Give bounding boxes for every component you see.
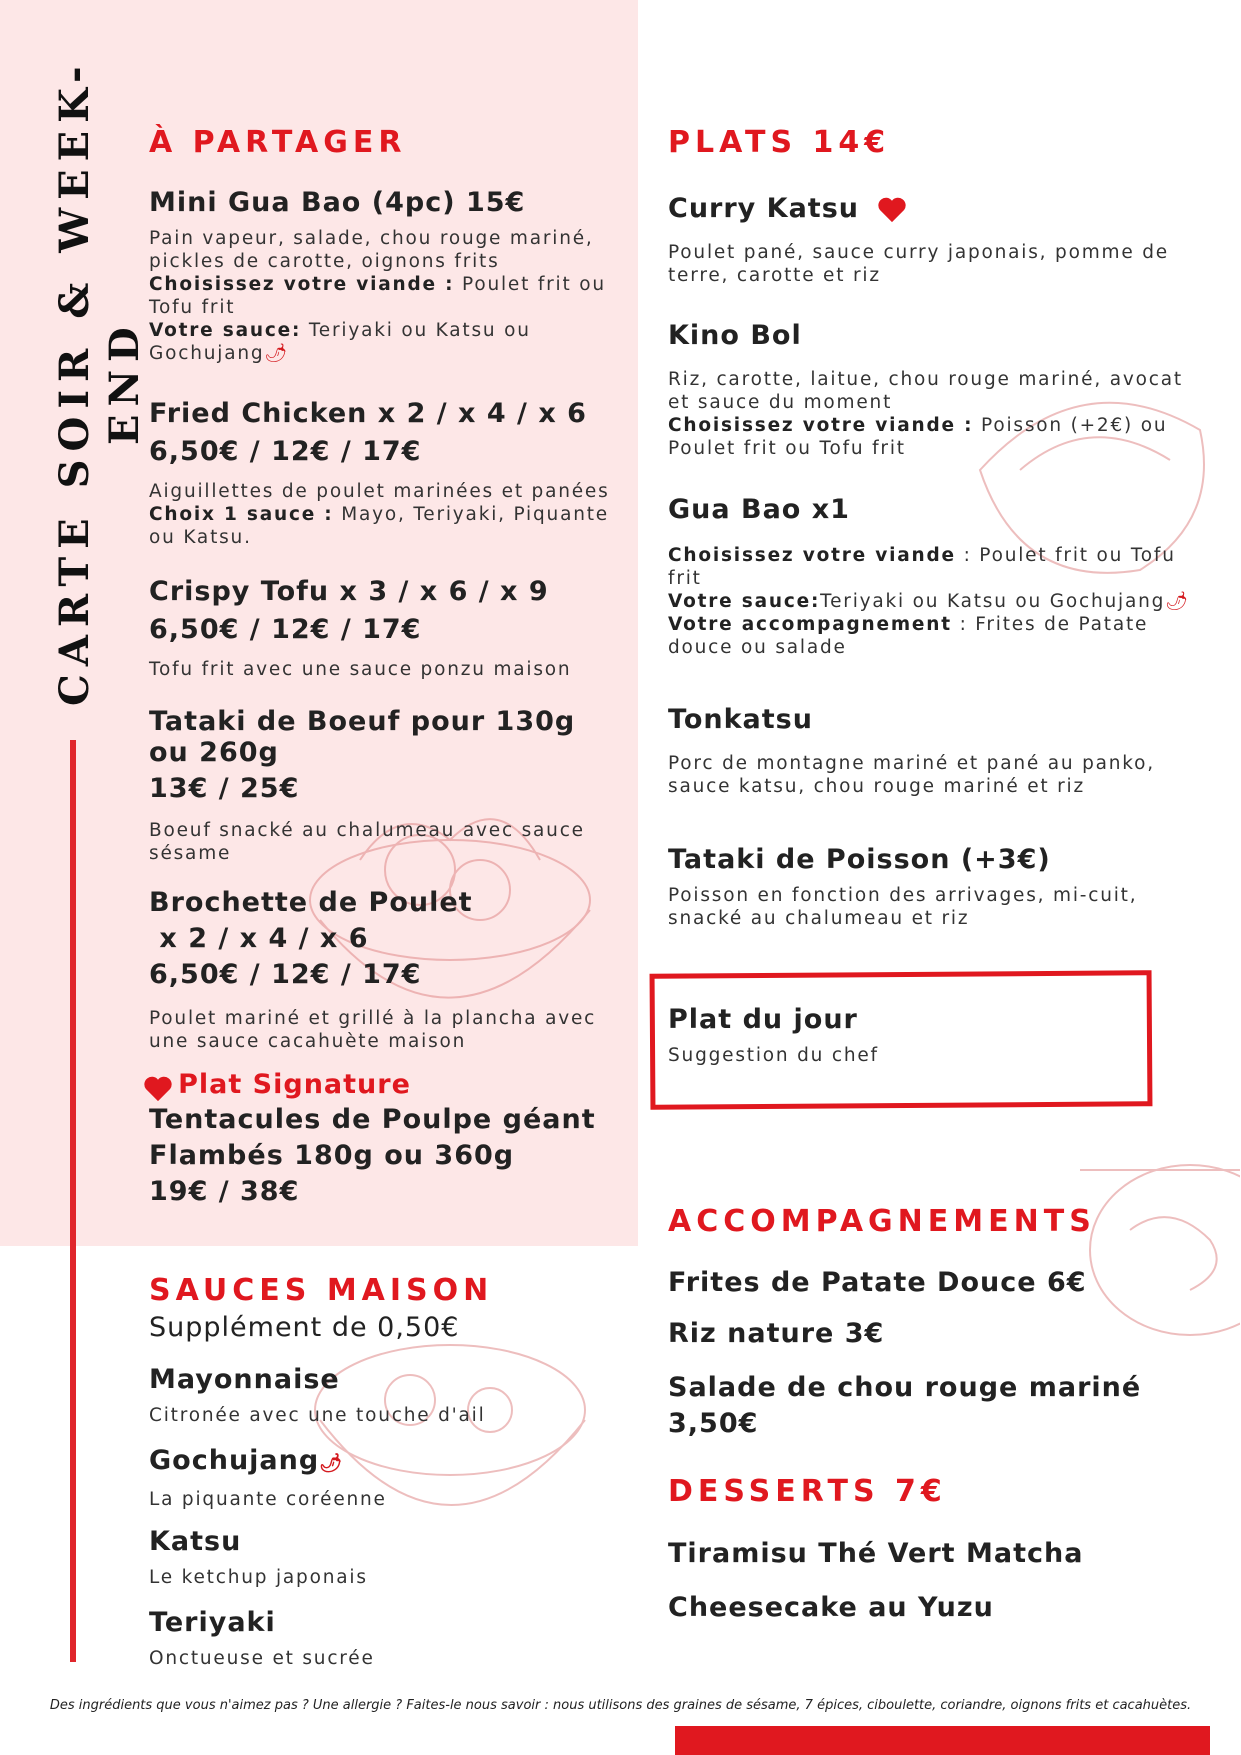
menu-item-kino-bol: [668, 318, 1228, 460]
item-name: Fried Chicken x 2 / x 4 / x 6: [149, 398, 587, 429]
allergy-footnote: Des ingrédients que vous n'aimez pas ? Une allergie ? Faites-le nous savoir : nous utilisons des graines de sésame, 7 épices, ciboulette, coriandre, oignons frits et cacahuètes.: [49, 1698, 1192, 1713]
item-name-line1: Tataki de Boeuf pour 130g: [149, 706, 576, 737]
plats-section: [668, 125, 1228, 160]
item-name-row: [668, 191, 1228, 227]
signature-name-line1: Tentacules de Poulpe géant: [149, 1103, 596, 1135]
item-name-line1: Brochette de Poulet: [149, 887, 473, 918]
menu-item-mini-gua-bao: [149, 185, 629, 365]
item-price: 6,50€ / 12€ / 17€: [149, 614, 422, 645]
chili-icon: 🌶: [319, 1453, 344, 1474]
item-desc: [149, 480, 629, 549]
menu-item-tonkatsu: [668, 702, 1228, 798]
sauce-desc: Onctueuse et sucrée: [149, 1648, 375, 1669]
item-price: 6,50€ / 12€ / 17€: [149, 436, 422, 467]
accompagnements-section: [668, 1204, 1228, 1239]
item-name: Mini Gua Bao (4pc) 15€: [149, 187, 526, 218]
left-column: [149, 125, 629, 160]
chili-icon: 🌶: [264, 343, 290, 364]
desc-value: Mayo, Teriyaki, Piquante ou Katsu.: [149, 504, 609, 548]
desc-label: Votre accompagnement: [668, 614, 952, 635]
desc-label: Votre sauce:: [149, 320, 302, 341]
item-name: Plat du jour: [668, 1004, 858, 1035]
accompagnement-item: [668, 1316, 1228, 1352]
dessert-item: [668, 1590, 1228, 1626]
sauces-section: [149, 1273, 629, 1343]
red-vertical-divider: [70, 740, 76, 1662]
item-desc: [668, 544, 1208, 659]
desc-text: Aiguillettes de poulet marinées et panées: [149, 481, 610, 502]
item-name: Tonkatsu: [668, 704, 813, 735]
sauce-item-teriyaki: [149, 1605, 629, 1670]
item-name: Salade de chou rouge mariné 3,50€: [668, 1372, 1142, 1439]
sauce-desc: Le ketchup japonais: [149, 1567, 368, 1588]
desc-label: Choisissez votre viande :: [668, 415, 974, 436]
item-name: Frites de Patate Douce 6€: [668, 1267, 1087, 1298]
menu-item-fried-chicken: [149, 396, 629, 549]
accompagnement-item: [668, 1265, 1228, 1301]
sauce-desc: Citronée avec une touche d'ail: [149, 1405, 486, 1426]
desc-label: Choix 1 sauce :: [149, 504, 334, 525]
menu-item-gua-bao-x1: [668, 492, 1228, 659]
desc-label: Votre sauce:: [668, 591, 821, 612]
desc-text: Pain vapeur, salade, chou rouge mariné, pickles de carotte, oignons frits: [149, 228, 594, 272]
sauces-subtitle: Supplément de 0,50€: [149, 1312, 460, 1343]
vertical-side-title: CARTE SOIR & WEEK-END: [51, 58, 148, 706]
menu-item-crispy-tofu: [149, 574, 629, 681]
item-price: 13€ / 25€: [149, 773, 300, 804]
heart-icon: [143, 1076, 173, 1102]
item-name: Gua Bao x1: [668, 494, 850, 525]
sauce-name: Katsu: [149, 1526, 242, 1557]
item-name-line2: ou 260g: [149, 737, 279, 768]
desc-value: Teriyaki ou Katsu ou Gochujang: [149, 320, 531, 364]
signature-label: Plat Signature: [178, 1069, 411, 1100]
item-desc: Poisson en fonction des arrivages, mi-cuit, snacké au chalumeau et riz: [668, 885, 1138, 929]
item-name: Kino Bol: [668, 320, 802, 351]
sauce-item-gochujang: [149, 1443, 629, 1511]
menu-item-curry-katsu: [668, 191, 1228, 287]
section-title-partager: À PARTAGER: [149, 125, 407, 160]
item-name: Tiramisu Thé Vert Matcha: [668, 1538, 1084, 1569]
menu-item-tataki-boeuf: [149, 704, 629, 865]
item-name: Crispy Tofu x 3 / x 6 / x 9: [149, 576, 549, 607]
item-name: Cheesecake au Yuzu: [668, 1592, 994, 1623]
item-desc: [668, 368, 1208, 460]
desc-text: Riz, carotte, laitue, chou rouge mariné, avocat et sauce du moment: [668, 369, 1183, 413]
section-title-desserts: DESSERTS 7€: [668, 1474, 947, 1509]
desc-value: : Frites de Patate douce ou salade: [668, 614, 1149, 658]
noodle-bowl-sketch: [1070, 1140, 1240, 1340]
sauce-name: Teriyaki: [149, 1607, 276, 1638]
item-desc: Tofu frit avec une sauce ponzu maison: [149, 659, 572, 680]
item-desc: Poulet mariné et grillé à la plancha avec une sauce cacahuète maison: [149, 1008, 597, 1052]
desc-value: : Poulet frit ou Tofu frit: [668, 545, 1176, 589]
section-title-sauces: SAUCES MAISON: [149, 1273, 494, 1308]
item-name-line2: x 2 / x 4 / x 6: [149, 923, 369, 954]
item-name: Riz nature 3€: [668, 1318, 885, 1349]
desc-label: Choisissez votre viande: [668, 545, 956, 566]
section-title-accompagnements: ACCOMPAGNEMENTS: [668, 1204, 1096, 1239]
item-name: Curry Katsu: [668, 193, 860, 224]
item-desc: [149, 227, 629, 365]
item-desc: Porc de montagne mariné et pané au panko, sauce katsu, chou rouge mariné et riz: [668, 753, 1155, 797]
sauce-name: [149, 1443, 629, 1482]
sauce-desc: La piquante coréenne: [149, 1489, 387, 1510]
red-footer-bar: [675, 1726, 1210, 1755]
desserts-section: [668, 1474, 1228, 1509]
menu-item-brochette: [149, 885, 629, 1053]
desc-value: Poulet frit ou Tofu frit: [149, 274, 606, 318]
sauce-item-katsu: [149, 1524, 629, 1589]
desc-value: Poisson (+2€) ou Poulet frit ou Tofu frit: [668, 415, 1168, 459]
item-desc: Poulet pané, sauce curry japonais, pomme de terre, carotte et riz: [668, 242, 1169, 286]
desc-value: Teriyaki ou Katsu ou Gochujang: [820, 591, 1166, 612]
signature-name-line2: Flambés 180g ou 360g: [149, 1139, 515, 1171]
item-price: 6,50€ / 12€ / 17€: [149, 959, 422, 990]
item-desc: Suggestion du chef: [668, 1045, 879, 1066]
sauce-name: Mayonnaise: [149, 1364, 340, 1395]
sauce-name-text: Gochujang: [149, 1445, 320, 1476]
item-desc: Boeuf snacké au chalumeau avec sauce sésame: [149, 820, 585, 864]
heart-icon: [877, 197, 907, 223]
chili-icon: 🌶: [1165, 591, 1190, 612]
accompagnement-item: [668, 1370, 1228, 1442]
dessert-item: [668, 1536, 1228, 1572]
sauce-item-mayonnaise: [149, 1362, 629, 1427]
signature-dish: [143, 1069, 623, 1210]
menu-item-tataki-poisson: [668, 842, 1228, 930]
signature-label-row: [143, 1069, 623, 1102]
desc-label: Choisissez votre viande :: [149, 274, 455, 295]
item-name: Tataki de Poisson (+3€): [668, 844, 1051, 875]
section-title-plats: PLATS 14€: [668, 125, 891, 160]
signature-price: 19€ / 38€: [149, 1175, 300, 1207]
menu-item-plat-du-jour: [668, 1002, 1228, 1067]
